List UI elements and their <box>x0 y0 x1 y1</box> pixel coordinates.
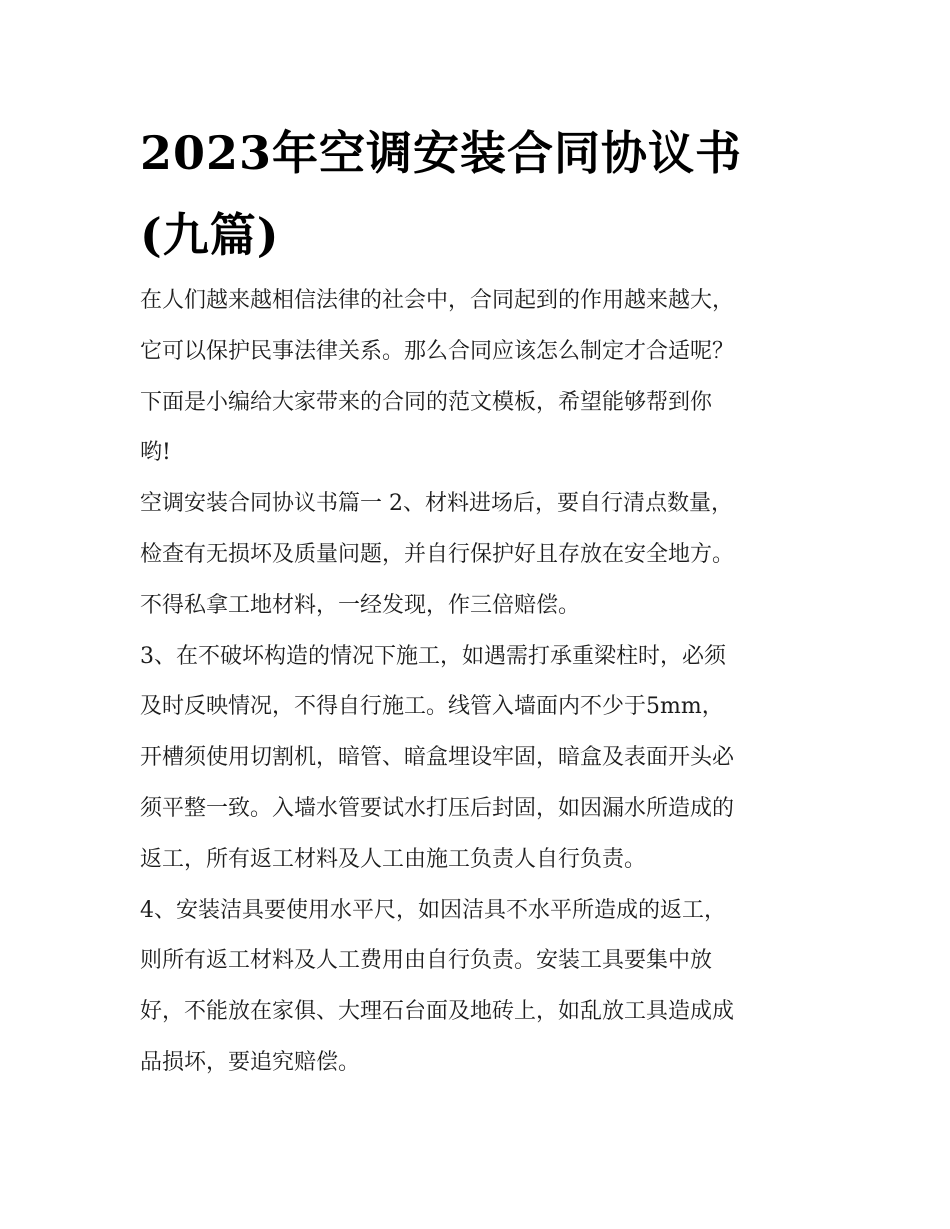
text-line: 须平整一致。入墙水管要试水打压后封固，如因漏水所造成的 <box>140 795 735 821</box>
text-line: 下面是小编给大家带来的合同的范文模板，希望能够帮到你 <box>140 389 713 415</box>
text-line: 则所有返工材料及人工费用由自行负责。安装工具要集中放 <box>140 948 713 974</box>
clause-4-paragraph <box>140 886 820 1089</box>
text-line: 检查有无损坏及质量问题，并自行保护好且存放在安全地方。 <box>140 541 735 567</box>
title-line: 2023年空调安装合同协议书 <box>140 126 743 180</box>
document-body <box>140 276 820 1089</box>
text-line: 哟! <box>140 440 171 466</box>
text-line: 空调安装合同协议书篇一 2、材料进场后，要自行清点数量， <box>140 491 733 517</box>
text-line: 它可以保护民事法律关系。那么合同应该怎么制定才合适呢？ <box>140 338 735 364</box>
text-line: 好，不能放在家俱、大理石台面及地砖上，如乱放工具造成成 <box>140 999 735 1025</box>
section-one-paragraph <box>140 479 820 631</box>
clause-3-paragraph <box>140 632 820 886</box>
document-title <box>140 112 820 276</box>
intro-paragraph <box>140 276 820 479</box>
text-line: 4、安装洁具要使用水平尺，如因洁具不水平所造成的返工， <box>140 897 726 923</box>
text-line: 3、在不破坏构造的情况下施工，如遇需打承重梁柱时，必须 <box>140 643 726 669</box>
text-line: 品损坏，要追究赔偿。 <box>140 1049 361 1075</box>
title-line: (九篇) <box>140 208 280 262</box>
text-line: 返工，所有返工材料及人工由施工负责人自行负责。 <box>140 846 647 872</box>
text-line: 及时反映情况，不得自行施工。线管入墙面内不少于5mm， <box>140 694 724 720</box>
text-line: 不得私拿工地材料，一经发现，作三倍赔偿。 <box>140 592 581 618</box>
text-line: 开槽须使用切割机，暗管、暗盒埋设牢固，暗盒及表面开头必 <box>140 745 735 771</box>
text-line: 在人们越来越相信法律的社会中，合同起到的作用越来越大， <box>140 288 735 313</box>
